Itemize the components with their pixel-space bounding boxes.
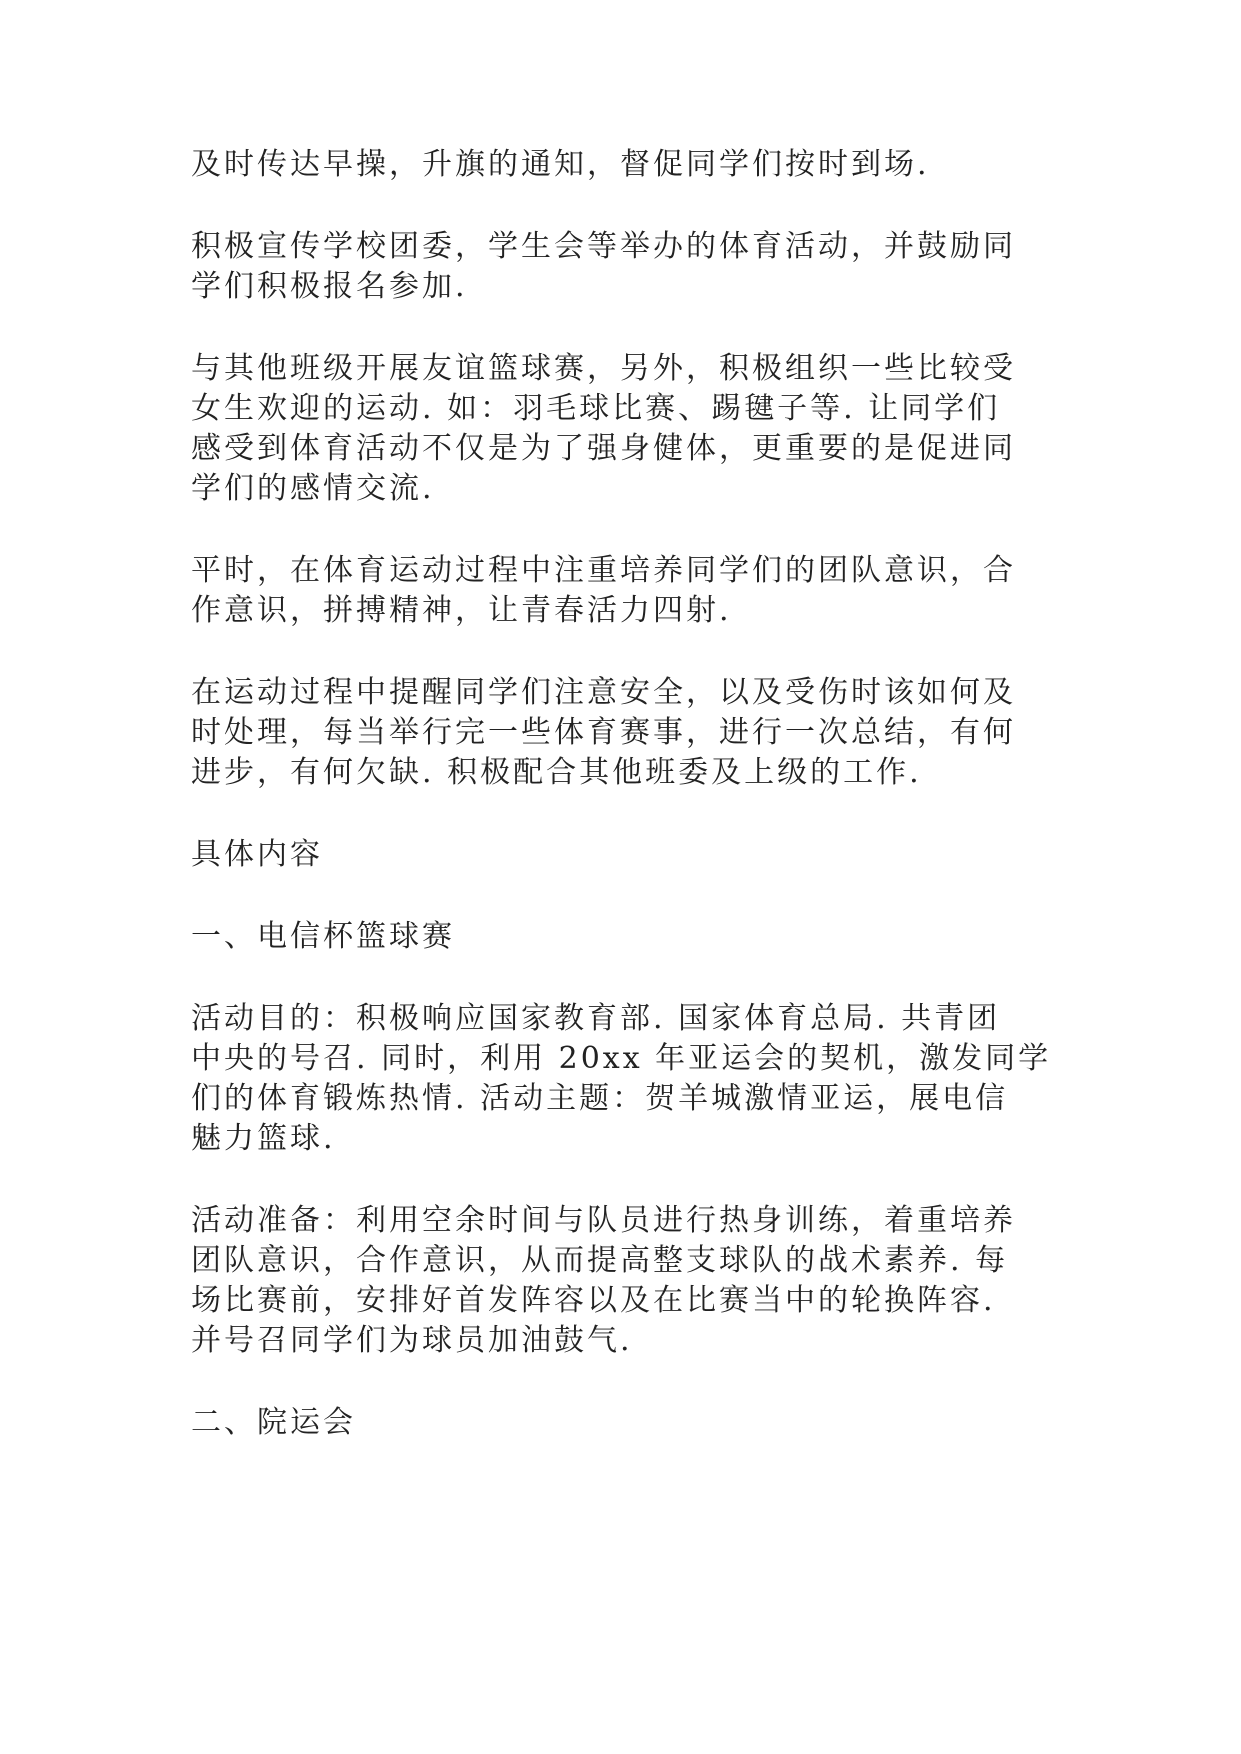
paragraph-promote-activities (191, 227, 1051, 307)
paragraph-activity-purpose (191, 999, 1051, 1159)
paragraph-activity-preparation (191, 1201, 1051, 1361)
section-heading-details (191, 835, 1051, 875)
text-line: 魅力篮球. (191, 1121, 336, 1156)
text-line: 时处理，每当举行完一些体育赛事，进行一次总结，有何 (191, 715, 1016, 750)
text-line: 学们的感情交流. (191, 471, 435, 506)
text-line: 在运动过程中提醒同学们注意安全，以及受伤时该如何及 (191, 675, 1016, 710)
text-line: 学们积极报名参加. (191, 269, 468, 304)
text-line: 积极宣传学校团委，学生会等举办的体育活动，并鼓励同 (191, 229, 1016, 264)
text-line: 作意识，拼搏精神，让青春活力四射. (191, 593, 732, 628)
text-line: 活动目的：积极响应国家教育部. 国家体育总局. 共青团 (191, 1001, 1001, 1036)
text-line: 具体内容 (191, 837, 323, 872)
paragraph-safety (191, 673, 1051, 793)
text-line: 中央的号召. 同时，利用 20xx 年亚运会的契机，激发同学 (191, 1041, 1052, 1076)
paragraph-morning-exercise-notice (191, 145, 1051, 185)
text-line: 活动准备：利用空余时间与队员进行热身训练，着重培养 (191, 1203, 1016, 1238)
text-line: 平时，在体育运动过程中注重培养同学们的团队意识，合 (191, 553, 1016, 588)
text-line: 场比赛前，安排好首发阵容以及在比赛当中的轮换阵容. (191, 1283, 996, 1318)
text-line: 团队意识，合作意识，从而提高整支球队的战术素养. 每 (191, 1243, 1009, 1278)
paragraph-team-spirit (191, 551, 1051, 631)
text-line: 及时传达早操，升旗的通知，督促同学们按时到场. (191, 147, 930, 182)
text-line: 进步，有何欠缺. 积极配合其他班委及上级的工作. (191, 755, 922, 790)
section-heading-sports-meet (191, 1403, 1051, 1443)
text-line: 并号召同学们为球员加油鼓气. (191, 1323, 633, 1358)
text-line: 女生欢迎的运动. 如：羽毛球比赛、踢毽子等. 让同学们 (191, 391, 1001, 426)
text-line: 感受到体育活动不仅是为了强身健体，更重要的是促进同 (191, 431, 1016, 466)
text-line: 们的体育锻炼热情. 活动主题：贺羊城激情亚运，展电信 (191, 1081, 1009, 1116)
text-line: 一、电信杯篮球赛 (191, 919, 455, 954)
document-body (191, 145, 1051, 1443)
paragraph-friendly-games (191, 349, 1051, 509)
section-heading-basketball (191, 917, 1051, 957)
text-line: 与其他班级开展友谊篮球赛，另外，积极组织一些比较受 (191, 351, 1016, 386)
text-line: 二、院运会 (191, 1405, 356, 1440)
